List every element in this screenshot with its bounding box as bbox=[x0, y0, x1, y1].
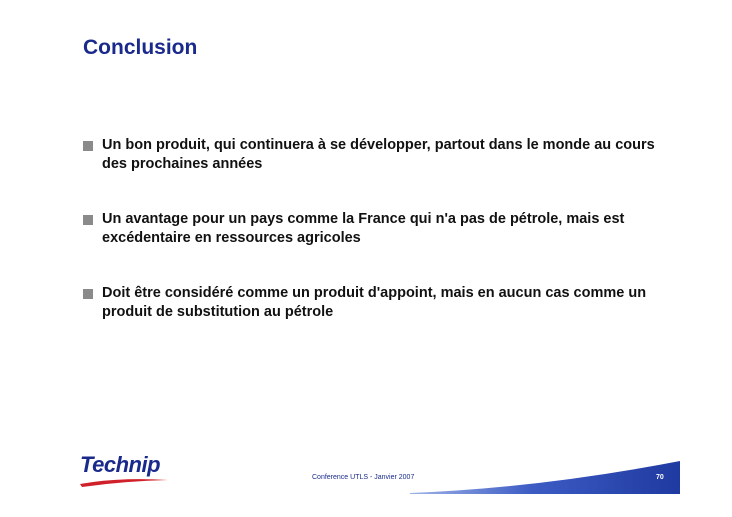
square-bullet-icon bbox=[83, 289, 93, 299]
bullet-item bbox=[83, 210, 683, 248]
bullet-item bbox=[83, 136, 683, 174]
slide-title: Conclusion bbox=[83, 36, 198, 59]
bullet-text: Un avantage pour un pays comme la France qui n'a pas de pétrole, mais est excédentaire en ressources agricoles bbox=[102, 211, 625, 246]
page-number: 70 bbox=[656, 474, 664, 481]
footer-band bbox=[410, 458, 680, 494]
bullet-list bbox=[83, 136, 683, 358]
square-bullet-icon bbox=[83, 141, 93, 151]
logo-wordmark: Technip bbox=[80, 452, 161, 477]
conference-label: Conference UTLS - Janvier 2007 bbox=[312, 474, 415, 481]
square-bullet-icon bbox=[83, 215, 93, 225]
bullet-item bbox=[83, 284, 683, 322]
logo-swoosh-icon bbox=[80, 474, 170, 488]
technip-logo bbox=[80, 452, 170, 490]
bullet-text: Doit être considéré comme un produit d'appoint, mais en aucun cas comme un produit de substitution au pétrole bbox=[102, 285, 647, 320]
bullet-text: Un bon produit, qui continuera à se développer, partout dans le monde au cours des prochaines années bbox=[102, 137, 655, 172]
